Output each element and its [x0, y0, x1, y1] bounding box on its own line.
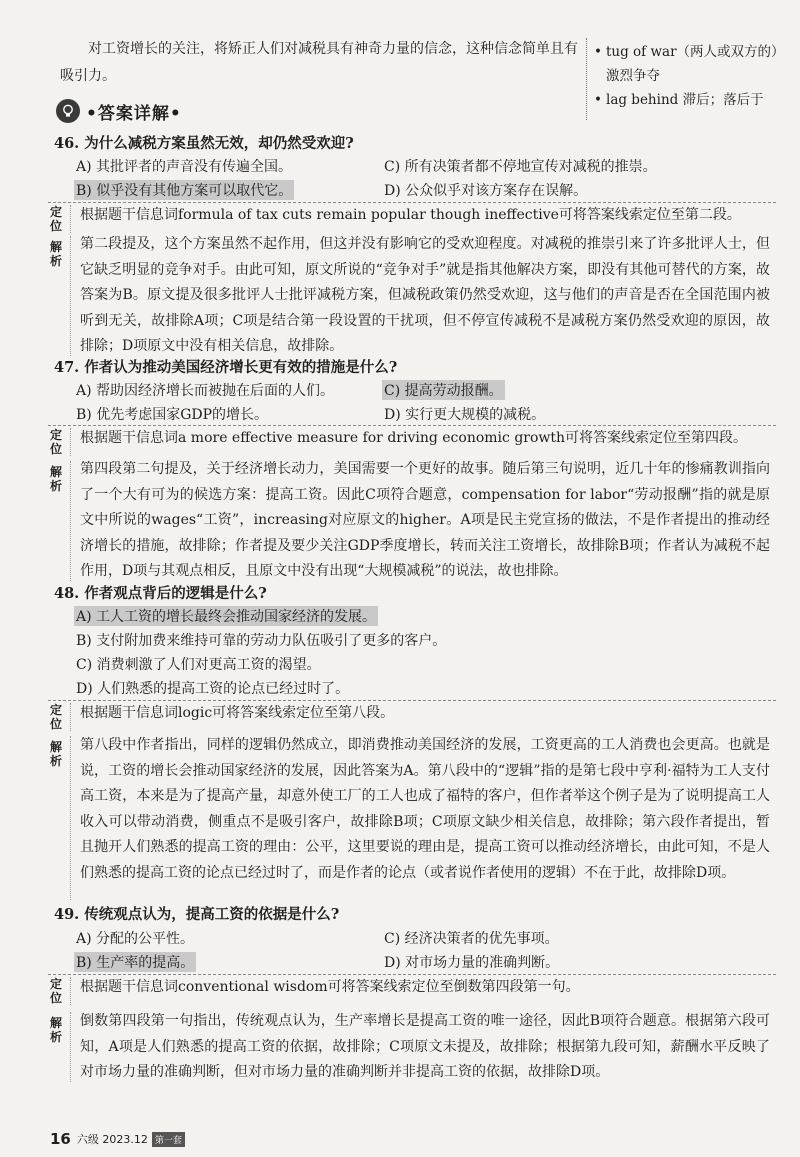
lightbulb-icon: [56, 99, 80, 123]
option: C) 消费刺激了人们对更高工资的渴望。: [76, 657, 321, 673]
locate-text: 根据题干信息词formula of tax cuts remain popular though ineffective可将答案线索定位至第二段。: [80, 207, 741, 223]
divider: [70, 703, 71, 731]
explain-label: 解析: [50, 1016, 63, 1044]
divider: [70, 428, 71, 456]
option: D) 实行更大规模的减税。: [384, 407, 546, 423]
explain-text: 第八段中作者指出，同样的逻辑仍然成立，即消费推动美国经济的发展，工资更高的工人消费也会更高。也就是说，工资的增长会推动国家经济的发展，因此答案为A。第八段中的“逻辑”指的是第七段中亨利·福特为工人支付高工资，本来是为了提高产量，却意外使工厂的工人也成了福特的客户，但作者举这个例子是为了说明提高工人收入可以带动消费，侧重点不是吸引客户，故排除B项；C项原文缺少相关信息，故排除；第六段作者提出，暂且抛开人们熟悉的提高工资的理由：公平，这里要说的理由是，提高工资可以推动经济增长，由此可知，不是人们熟悉的提高工资的论点已经过时了，而是作者的论点（或者说作者使用的逻辑）不在于此，故排除D项。: [80, 737, 770, 881]
locate-label: 定位: [50, 428, 63, 456]
option: A) 分配的公平性。: [76, 931, 195, 947]
option-answer: A) 工人工资的增长最终会推动国家经济的发展。: [74, 606, 378, 626]
option-answer: C) 提高劳动报酬。: [382, 380, 505, 400]
intro-paragraph: 对工资增长的关注，将矫正人们对减税具有神奇力量的信念，这种信念简单且有吸引力。: [60, 41, 578, 84]
divider: [70, 977, 71, 1005]
locate-label: 定位: [50, 205, 63, 233]
divider: [586, 38, 587, 120]
explain-label: 解析: [50, 740, 63, 768]
divider: [70, 236, 71, 356]
option-answer: B) 生产率的提高。: [74, 952, 196, 972]
section-header: [56, 96, 182, 126]
option: D) 对市场力量的准确判断。: [384, 955, 560, 971]
option: D) 人们熟悉的提高工资的论点已经过时了。: [76, 681, 350, 697]
question-title: 47. 作者认为推动美国经济增长更有效的措施是什么?: [54, 359, 398, 376]
footer: [50, 1130, 185, 1148]
option: D) 公众似乎对该方案存在误解。: [384, 183, 588, 199]
explain-text: 第四段第二句提及，关于经济增长动力，美国需要一个更好的故事。随后第三句说明，近几十年的惨痛教训指向了一个大有可为的候选方案：提高工资。因此C项符合题意，compensation for labor“劳动报酬”指的就是原文中所说的wages“工资”，increasing对应原文的higher。A项是民主党宣扬的做法，不是作者提出的推动经济增长的措施，故排除；作者提及要少关注GDP季度增长，转而关注工资增长，故排除B项；作者认为减税不起作用，D项与其观点相反，且原文中没有出现“大规模减税”的说法，故也排除。: [80, 461, 770, 579]
divider: [70, 461, 71, 581]
explain-label: 解析: [50, 240, 63, 268]
divider: [70, 1012, 71, 1082]
glossary: [594, 40, 794, 112]
locate-label: 定位: [50, 703, 63, 731]
question-title: 46. 为什么减税方案虽然无效，却仍然受欢迎?: [54, 135, 354, 152]
locate-text: 根据题干信息词logic可将答案线索定位至第八段。: [80, 705, 395, 721]
explain-label: 解析: [50, 465, 63, 493]
question-title: 49. 传统观点认为，提高工资的依据是什么?: [54, 906, 340, 923]
section-title: •答案详解•: [86, 103, 182, 124]
option: B) 优先考虑国家GDP的增长。: [76, 407, 269, 423]
locate-label: 定位: [50, 977, 63, 1005]
option: C) 经济决策者的优先事项。: [384, 931, 559, 947]
explain-text: 倒数第四段第一句指出，传统观点认为，生产率增长是提高工资的唯一途径，因此B项符合题意。根据第六段可知，A项是人们熟悉的提高工资的依据，故排除；C项原文未提及，故排除；根据第九段可知，薪酬水平反映了对市场力量的准确判断，但对市场力量的准确判断并非提高工资的依据，故排除D项。: [80, 1013, 770, 1080]
option: A) 其批评者的声音没有传遍全国。: [76, 159, 293, 175]
magazine-issue: 六级 2023.12: [76, 1133, 148, 1146]
explain-text: 第二段提及，这个方案虽然不起作用，但这并没有影响它的受欢迎程度。对减税的推崇引来了许多批评人士，但它缺乏明显的竞争对手。由此可知，原文所说的“竞争对手”就是指其他解决方案，即没有其他可替代的方案，故答案为B。原文提及很多批评人士批评减税方案，但减税政策仍然受欢迎，这与他们的声音是否在全国范围内被听到无关，故排除A项；C项是结合第一段设置的干扰项，但不停宣传减税不是减税方案仍然受欢迎的原因，故排除；D项原文中没有相关信息，故排除。: [80, 236, 770, 354]
set-tag: 第一套: [152, 1132, 185, 1147]
locate-text: 根据题干信息词conventional wisdom可将答案线索定位至倒数第四段第一句。: [80, 979, 580, 995]
page-number: 16: [50, 1130, 71, 1148]
option: B) 支付附加费来维持可靠的劳动力队伍吸引了更多的客户。: [76, 633, 447, 649]
divider: [70, 736, 71, 900]
option: C) 所有决策者都不停地宣传对减税的推崇。: [384, 159, 657, 175]
glossary-item: • tug of war（两人或双方的）激烈争夺: [594, 40, 794, 88]
locate-text: 根据题干信息词a more effective measure for driving economic growth可将答案线索定位至第四段。: [80, 430, 748, 446]
option: A) 帮助因经济增长而被抛在后面的人们。: [76, 383, 335, 399]
question-title: 48. 作者观点背后的逻辑是什么?: [54, 585, 267, 602]
option-answer: B) 似乎没有其他方案可以取代它。: [74, 180, 294, 200]
glossary-item: • lag behind 滞后；落后于: [594, 88, 794, 112]
divider: [70, 205, 71, 233]
